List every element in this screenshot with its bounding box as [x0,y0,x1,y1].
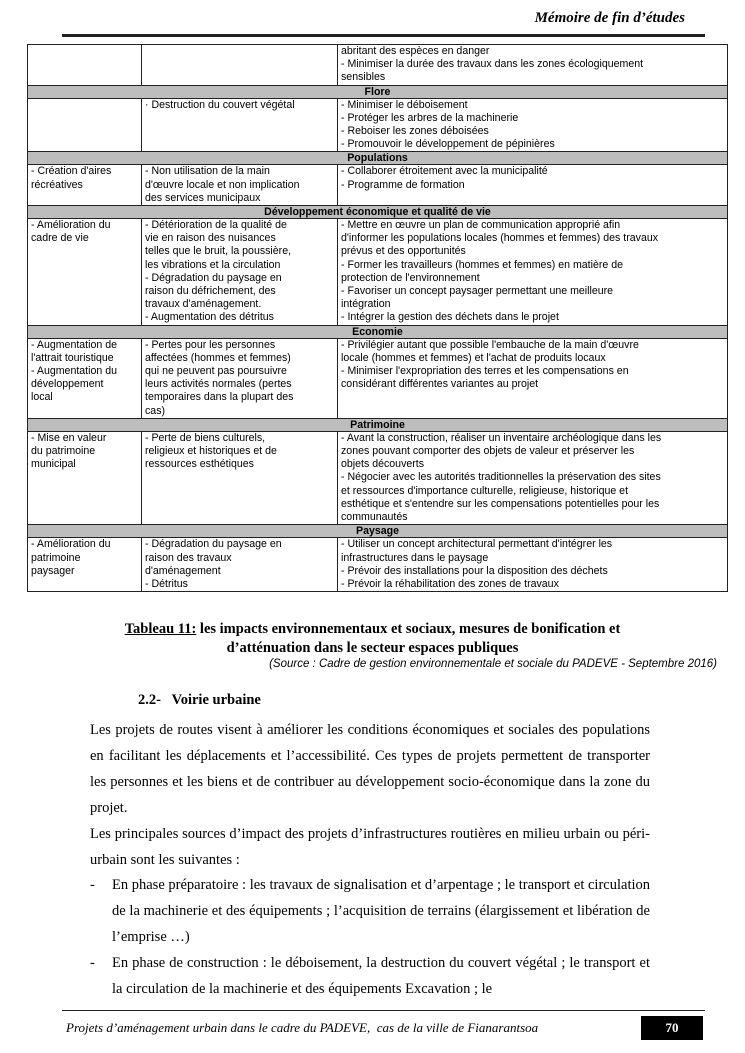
bullet-text: En phase de construction : le déboisement, la destruction du couvert végétal ; le transport et la circulation de la machinerie et des équipements Excavation ; le [112,955,650,998]
section-header-cell: Economie [28,325,728,338]
measures-cell: - Privilégier autant que possible l'embauche de la main d'œuvre locale (hommes et femmes) et l'achat de produits locaux - Minimiser l'expropriation des terres et les compensations en considérant différentes variantes au projet [338,338,728,418]
table-caption [0,620,745,658]
section-header-cell: Patrimoine [28,418,728,431]
section-header-cell: Flore [28,85,728,98]
impact-negative-cell: - Perte de biens culturels, religieux et historiques et de ressources esthétiques [142,431,338,524]
impact-negative-cell: - Dégradation du paysage en raison des travaux d'aménagement - Détritus [142,538,338,592]
impact-negative-cell: - Pertes pour les personnes affectées (hommes et femmes) qui ne peuvent pas poursuivre leurs activités normales (pertes temporaires dans la plupart des cas) [142,338,338,418]
impact-positive-cell: - Mise en valeur du patrimoine municipal [28,431,142,524]
table-row [28,219,728,326]
body-text [90,718,650,1003]
impact-positive-cell: - Augmentation de l'attrait touristique - Augmentation du développement local [28,338,142,418]
impact-positive-cell [28,45,142,86]
impact-negative-cell [142,45,338,86]
footer-rule [62,1010,705,1011]
table-row [28,338,728,418]
section-row [28,206,728,219]
bullet-item [90,951,650,1003]
caption-label: Tableau 11: [124,621,197,637]
section-row [28,418,728,431]
page-number: 70 [641,1016,703,1040]
measures-cell: - Avant la construction, réaliser un inventaire archéologique dans les zones pouvant comporter des objets de valeur et préserver les objets découverts - Négocier avec les autorités traditionnelles la préservation des sites et ressources d'importance culturelle, religieuse, historique et esthétique et s'entendre sur les compensations potentielles pour les communautés [338,431,728,524]
section-row [28,152,728,165]
impacts-table [27,44,728,592]
bullet-dash: - [90,955,95,972]
measures-cell: - Utiliser un concept architectural permettant d'intégrer les infrastructures dans le paysage - Prévoir des installations pour la disposition des déchets - Prévoir la réhabilitation des zones de travaux [338,538,728,592]
section-row [28,85,728,98]
running-header-title: Mémoire de fin d’études [534,10,685,26]
impact-positive-cell: - Amélioration du patrimoine paysager [28,538,142,592]
table-row [28,538,728,592]
impact-positive-cell [28,98,142,152]
bullet-item [90,873,650,951]
bullet-text: En phase préparatoire : les travaux de signalisation et d’arpentage ; le transport et circulation de la machinerie et des équipements ; l’acquisition de terrains (élargissement et libération de l’emprise …) [112,877,650,946]
section-header-cell: Populations [28,152,728,165]
section-header-cell: Paysage [28,525,728,538]
measures-cell: abritant des espèces en danger - Minimiser la durée des travaux dans les zones écologiquement sensibles [338,45,728,86]
bullet-dash: - [90,877,95,894]
section-header-cell: Développement économique et qualité de vie [28,206,728,219]
measures-cell: - Mettre en œuvre un plan de communication approprié afin d'informer les populations locales (hommes et femmes) des travaux prévus et des opportunités - Former les travailleurs (hommes et femmes) en matière de protection de l'environnement - Favoriser un concept paysager permettant une meilleure intégration - Intégrer la gestion des déchets dans le projet [338,219,728,326]
measures-cell: - Minimiser le déboisement - Protéger les arbres de la machinerie - Reboiser les zones déboisées - Promouvoir le développement de pépinières [338,98,728,152]
measures-cell: - Collaborer étroitement avec la municipalité - Programme de formation [338,165,728,206]
table-row [28,165,728,206]
table-row [28,431,728,524]
impact-positive-cell: - Création d'aires récréatives [28,165,142,206]
section-heading: 2.2- Voirie urbaine [138,692,261,708]
footer-text: Projets d’aménagement urbain dans le cadre du PADEVE, cas de la ville de Fianarantsoa [66,1020,539,1035]
section-row [28,525,728,538]
table-source: (Source : Cadre de gestion environnementale et sociale du PADEVE - Septembre 2016) [269,658,717,670]
impact-positive-cell: - Amélioration du cadre de vie [28,219,142,326]
section-row [28,325,728,338]
impact-negative-cell: · Destruction du couvert végétal [142,98,338,152]
table-row [28,45,728,86]
impact-negative-cell: - Non utilisation de la main d'œuvre locale et non implication des services municipaux [142,165,338,206]
paragraph: Les projets de routes visent à améliorer les conditions économiques et sociales des populations en facilitant les déplacements et l’accessibilité. Ces types de projets permettent de transporter les personnes et les biens et de contribuer au développement socio-économique dans la zone du projet. [90,722,650,816]
caption-text: les impacts environnementaux et sociaux, mesures de bonification et [196,621,621,637]
paragraph: Les principales sources d’impact des projets d’infrastructures routières en milieu urbain ou péri-urbain sont les suivantes : [90,825,650,868]
header-rule [62,34,705,37]
table-row [28,98,728,152]
impact-negative-cell: - Détérioration de la qualité de vie en raison des nuisances telles que le bruit, la poussière, les vibrations et la circulation - Dégradation du paysage en raison du défrichement, des travaux d'aménagement. - Augmentation des détritus [142,219,338,326]
caption-text-line2: d’atténuation dans le secteur espaces publiques [226,640,519,656]
